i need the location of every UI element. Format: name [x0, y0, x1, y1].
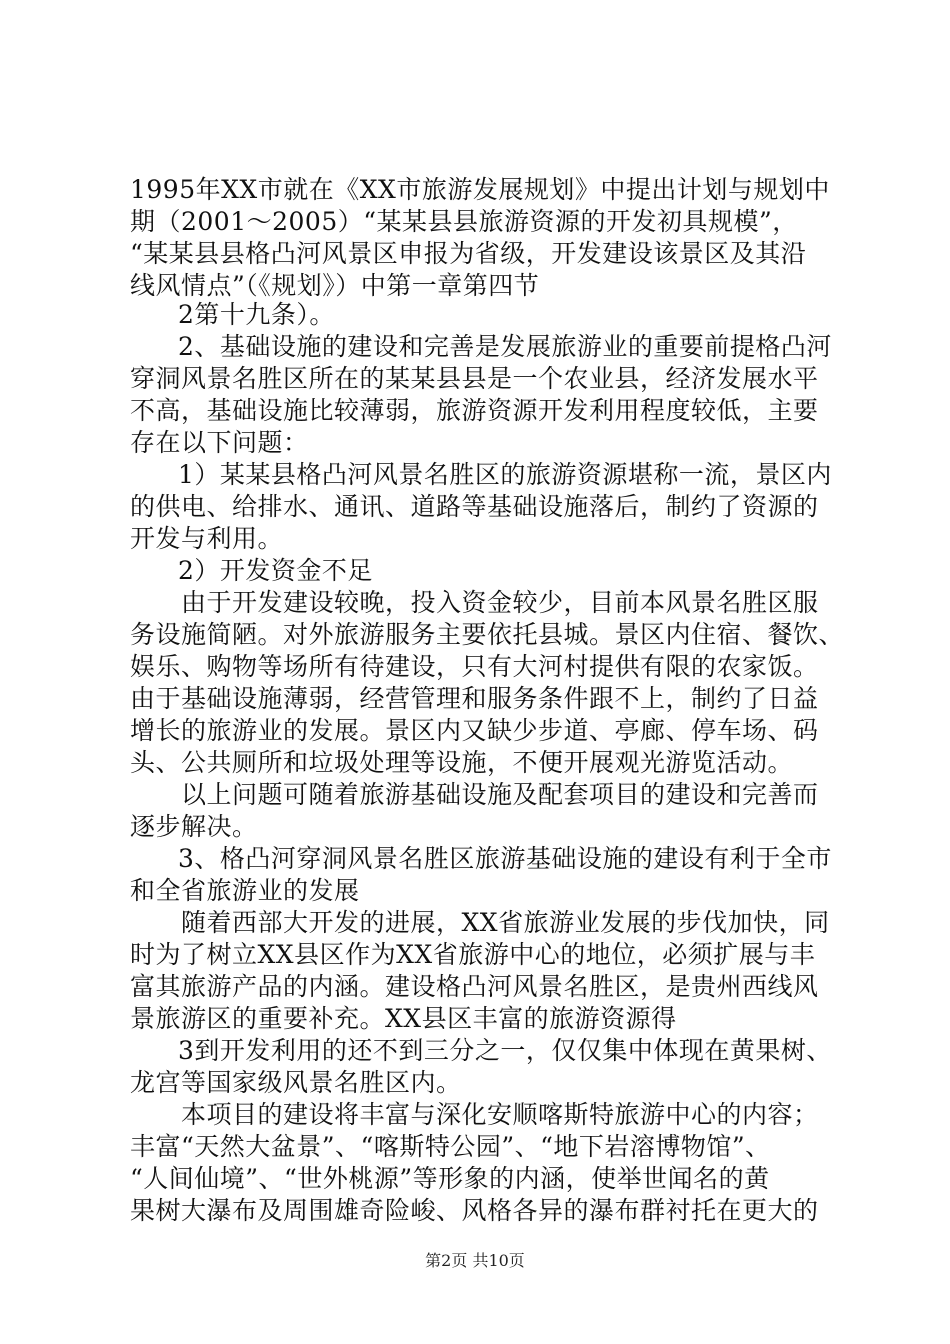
text-line: 随着西部大开发的进展，XX省旅游业发展的步伐加快，同 — [181, 908, 830, 937]
text-line: 不高，基础设施比较薄弱，旅游资源开发利用程度较低，主要 — [130, 396, 819, 425]
text-line: 和全省旅游业的发展 — [130, 876, 360, 905]
text-line: “人间仙境”、“世外桃源”等形象的内涵，使举世闻名的黄 — [130, 1164, 770, 1193]
page-footer: 第2页 共10页 — [425, 1251, 525, 1270]
text-line: 娱乐、购物等场所有待建设，只有大河村提供有限的农家饭。 — [130, 652, 819, 681]
text-line: 3到开发利用的还不到三分之一，仅仅集中体现在黄果树、 — [178, 1036, 832, 1065]
text-line: 2、基础设施的建设和完善是发展旅游业的重要前提格凸河 — [178, 332, 832, 361]
text-line: 由于基础设施薄弱，经营管理和服务条件跟不上，制约了日益 — [130, 684, 819, 713]
text-line: 穿洞风景名胜区所在的某某县县是一个农业县，经济发展水平 — [130, 364, 819, 393]
text-line: 3、格凸河穿洞风景名胜区旅游基础设施的建设有利于全市 — [178, 844, 832, 873]
text-line: 2第十九条）。 — [178, 300, 335, 329]
text-line: 开发与利用。 — [130, 524, 284, 553]
text-line: 增长的旅游业的发展。景区内又缺少步道、亭廊、停车场、码 — [130, 716, 819, 745]
text-line: 的供电、给排水、通讯、道路等基础设施落后，制约了资源的 — [130, 492, 819, 521]
text-line: 头、公共厕所和垃圾处理等设施，不便开展观光游览活动。 — [130, 748, 794, 777]
text-line: 1）某某县格凸河风景名胜区的旅游资源堪称一流，景区内 — [178, 460, 832, 489]
text-line: 线风情点”（《规划》）中第一章第四节 — [130, 271, 540, 300]
text-line: 本项目的建设将丰富与深化安顺喀斯特旅游中心的内容； — [181, 1100, 819, 1129]
text-line: 以上问题可随着旅游基础设施及配套项目的建设和完善而 — [181, 780, 819, 809]
text-line: 时为了树立XX县区作为XX省旅游中心的地位，必须扩展与丰 — [130, 940, 816, 969]
text-line: 2）开发资金不足 — [178, 556, 373, 585]
text-line: 景旅游区的重要补充。XX县区丰富的旅游资源得 — [130, 1004, 677, 1033]
text-line: 1995年XX市就在《XX市旅游发展规划》中提出计划与规划中 — [130, 175, 830, 204]
text-line: 富其旅游产品的内涵。建设格凸河风景名胜区，是贵州西线风 — [130, 972, 819, 1001]
text-line: 期（2001～2005）“某某县县旅游资源的开发初具规模”， — [130, 207, 798, 236]
text-line: 由于开发建设较晚，投入资金较少，目前本风景名胜区服 — [181, 588, 819, 617]
text-line: “某某县县格凸河风景区申报为省级，开发建设该景区及其沿 — [130, 239, 807, 268]
text-line: 龙宫等国家级风景名胜区内。 — [130, 1068, 462, 1097]
text-line: 果树大瀑布及周围雄奇险峻、风格各异的瀑布群衬托在更大的 — [130, 1196, 819, 1225]
text-line: 丰富“天然大盆景”、“喀斯特公园”、“地下岩溶博物馆”、 — [130, 1132, 771, 1161]
text-line: 存在以下问题： — [130, 428, 309, 457]
text-line: 逐步解决。 — [130, 812, 258, 841]
text-line: 务设施简陋。对外旅游服务主要依托县城。景区内住宿、餐饮、 — [130, 620, 845, 649]
